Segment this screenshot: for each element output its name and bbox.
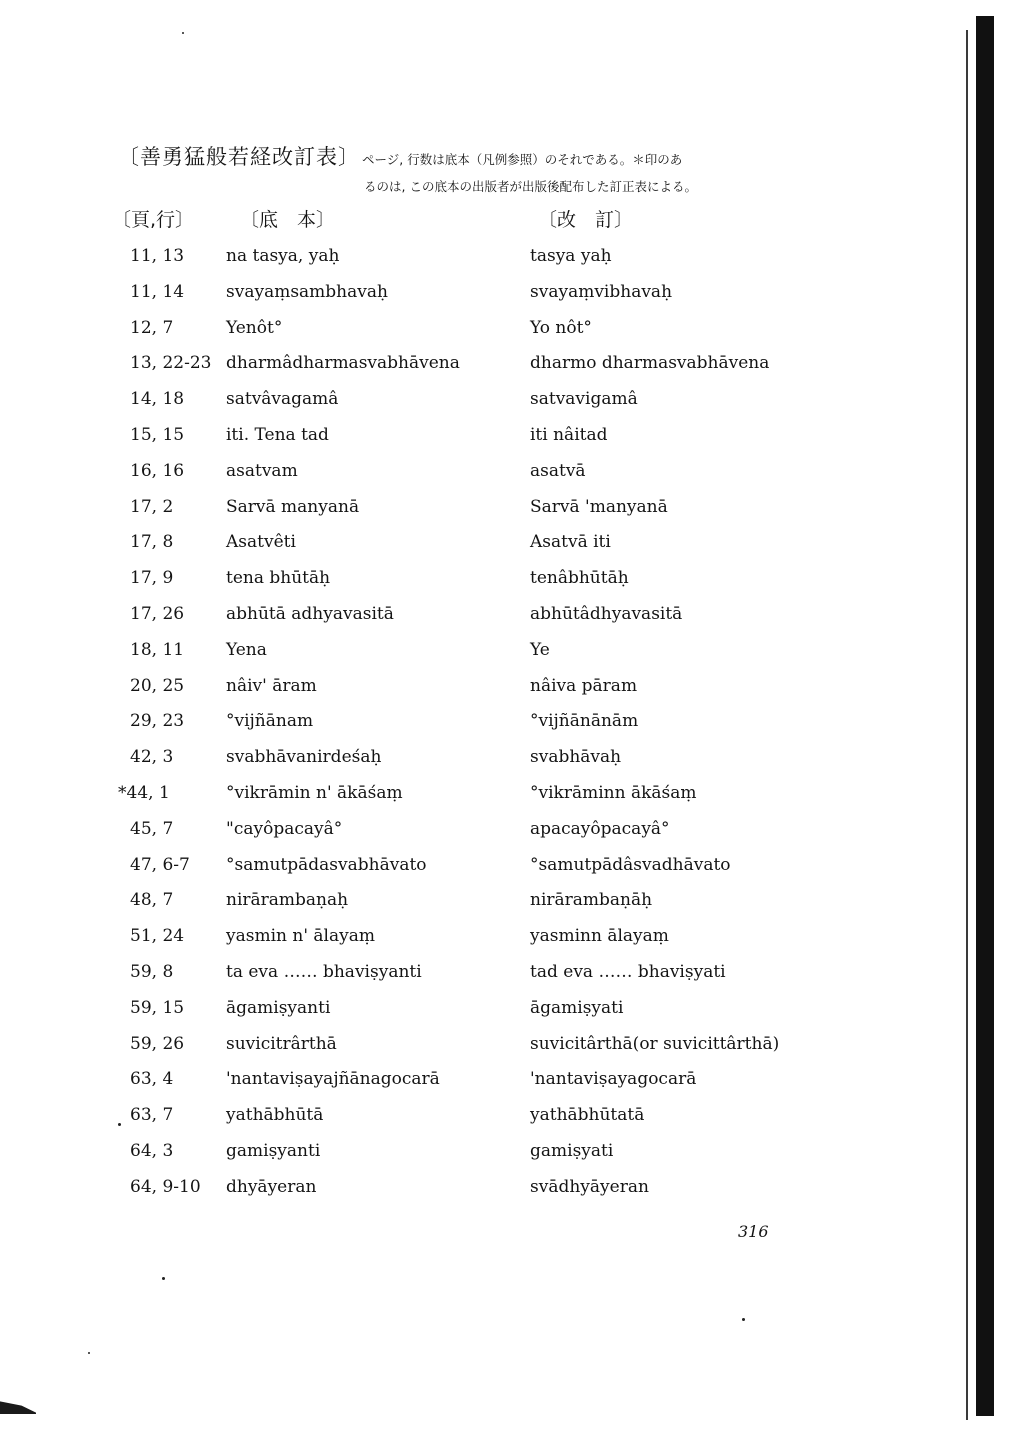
table-row [0, 276, 960, 312]
table-row [0, 1099, 960, 1135]
table-row [0, 884, 960, 920]
revised-reading: yasminn ālayaṃ [530, 926, 669, 947]
table-row [0, 562, 960, 598]
column-header-revised: 〔改 訂〕 [538, 209, 634, 231]
original-reading: yasmin n' ālayaṃ [226, 926, 375, 947]
page-line-ref: 17, 9 [130, 568, 174, 589]
table-row [0, 1028, 960, 1064]
original-reading: Asatvêti [226, 532, 296, 553]
page-line-ref: 17, 2 [130, 496, 174, 517]
page-line-ref: 64, 9-10 [130, 1176, 201, 1197]
note-line-2: るのは, この底本の出版者が出版後配布した訂正表による。 [364, 179, 697, 194]
scan-speck [118, 1123, 121, 1126]
revised-reading: tad eva …… bhaviṣyati [530, 961, 726, 982]
table-row [0, 705, 960, 741]
page-line-ref: 11, 14 [130, 281, 185, 302]
page-line-ref: 18, 11 [130, 639, 185, 660]
original-reading: yathābhūtā [226, 1105, 324, 1126]
original-reading: tena bhūtāḥ [226, 568, 331, 589]
table-row [0, 491, 960, 527]
original-reading: suvicitrârthā [226, 1033, 337, 1054]
revised-reading: 'nantaviṣayagocarā [530, 1069, 697, 1090]
table-row [0, 455, 960, 491]
revised-reading: dharmo dharmasvabhāvena [530, 353, 770, 374]
revised-reading: tenâbhūtāḥ [530, 568, 629, 589]
original-reading: °vijñānam [226, 711, 314, 732]
revised-reading: apacayôpacayâ° [530, 818, 670, 839]
page-line-ref: 51, 24 [130, 926, 185, 947]
revised-reading: °vikrāminn ākāśaṃ [530, 782, 697, 803]
original-reading: satvâvagamâ [226, 389, 339, 410]
revised-reading: tasya yaḥ [530, 246, 612, 266]
page-line-ref: *44, 1 [118, 782, 170, 803]
scan-speck [88, 1352, 90, 1354]
original-reading: svabhāvanirdeśaḥ [226, 747, 382, 768]
page-line-ref: 47, 6-7 [130, 854, 190, 875]
page-line-ref: 20, 25 [130, 675, 185, 696]
table-row [0, 383, 960, 419]
revised-reading: suvicitârthā(or suvicittârthā) [530, 1033, 780, 1054]
page-line-ref: 63, 4 [130, 1069, 174, 1090]
original-reading: °vikrāmin n' ākāśaṃ [226, 782, 403, 803]
table-row [0, 992, 960, 1028]
table-row [0, 347, 960, 383]
revised-reading: svabhāvaḥ [530, 747, 622, 768]
table-row [0, 813, 960, 849]
table-row [0, 419, 960, 455]
scan-speck [742, 1318, 745, 1321]
page-line-ref: 42, 3 [130, 747, 174, 768]
scan-smudge [0, 1400, 36, 1414]
revised-reading: Asatvā iti [530, 532, 611, 553]
original-reading: ta eva …… bhaviṣyanti [226, 961, 422, 982]
revised-reading: svādhyāyeran [530, 1176, 649, 1197]
table-row [0, 741, 960, 777]
original-reading: Yenôt° [226, 317, 283, 338]
original-reading: nâiv' āram [226, 675, 317, 696]
table-row [0, 312, 960, 348]
revised-reading: asatvā [530, 460, 586, 481]
page-line-ref: 16, 16 [130, 460, 185, 481]
original-reading: abhūtā adhyavasitā [226, 603, 394, 624]
revised-reading: Ye [530, 639, 550, 660]
original-reading: °samutpādasvabhāvato [226, 854, 427, 875]
page-line-ref: 11, 13 [130, 246, 185, 266]
note-line-1: ページ, 行数は底本（凡例参照）のそれである。＊印のあ [362, 152, 683, 167]
page-line-ref: 59, 26 [130, 1033, 185, 1054]
original-reading: dhyāyeran [226, 1176, 317, 1197]
page-number: 316 [738, 1222, 769, 1241]
page-line-ref: 13, 22-23 [130, 353, 212, 374]
revised-reading: satvavigamâ [530, 389, 638, 410]
original-reading: nirārambaṇaḥ [226, 890, 349, 911]
table-row [0, 598, 960, 634]
revised-reading: Yo nôt° [530, 317, 592, 338]
original-reading: na tasya, yaḥ [226, 246, 340, 266]
page-line-ref: 64, 3 [130, 1140, 174, 1161]
original-reading: "cayôpacayâ° [226, 818, 343, 839]
table-row [0, 1171, 960, 1207]
revised-reading: yathābhūtatā [530, 1105, 645, 1126]
page-line-ref: 63, 7 [130, 1105, 174, 1126]
revised-reading: Sarvā 'manyanā [530, 496, 668, 517]
revised-reading: gamiṣyati [530, 1140, 614, 1161]
column-header-original: 〔底 本〕 [240, 209, 336, 231]
column-header-ref: 〔頁,行〕 [112, 209, 195, 231]
original-reading: iti. Tena tad [226, 424, 329, 445]
original-reading: dharmâdharmasvabhāvena [226, 353, 460, 374]
explanatory-note [362, 146, 802, 200]
table-row [0, 526, 960, 562]
page-line-ref: 45, 7 [130, 818, 174, 839]
revised-reading: iti nâitad [530, 424, 608, 445]
table-row [0, 849, 960, 885]
table-row [0, 777, 960, 813]
original-reading: Sarvā manyanā [226, 496, 360, 517]
revised-reading: nâiva pāram [530, 675, 638, 696]
table-row [0, 1135, 960, 1171]
scan-speck [182, 32, 184, 34]
revised-reading: °samutpādâsvadhāvato [530, 854, 731, 875]
revision-table [0, 240, 960, 1207]
original-reading: āgamiṣyanti [226, 997, 331, 1018]
page-line-ref: 29, 23 [130, 711, 185, 732]
page-line-ref: 17, 8 [130, 532, 174, 553]
page-line-ref: 17, 26 [130, 603, 185, 624]
page-line-ref: 59, 8 [130, 961, 174, 982]
table-row [0, 956, 960, 992]
revised-reading: āgamiṣyati [530, 997, 624, 1018]
scan-edge-line [966, 30, 968, 1420]
revised-reading: °vijñānānām [530, 711, 639, 732]
table-row [0, 1063, 960, 1099]
original-reading: svayaṃsambhavaḥ [226, 281, 388, 302]
table-row [0, 634, 960, 670]
table-row [0, 670, 960, 706]
page-line-ref: 15, 15 [130, 424, 185, 445]
page-line-ref: 12, 7 [130, 317, 174, 338]
original-reading: 'nantaviṣayajñānagocarā [226, 1069, 440, 1090]
revised-reading: svayaṃvibhavaḥ [530, 281, 673, 302]
table-row [0, 240, 960, 276]
table-row [0, 920, 960, 956]
original-reading: asatvam [226, 460, 298, 481]
page-line-ref: 14, 18 [130, 389, 185, 410]
original-reading: Yena [226, 639, 267, 660]
scan-speck [162, 1277, 165, 1280]
page-title: 〔善勇猛般若経改訂表〕 [118, 145, 360, 169]
revised-reading: nirārambaṇāḥ [530, 890, 653, 911]
original-reading: gamiṣyanti [226, 1140, 321, 1161]
revised-reading: abhūtâdhyavasitā [530, 603, 683, 624]
page-line-ref: 59, 15 [130, 997, 185, 1018]
scan-edge-bar [976, 16, 994, 1416]
page-line-ref: 48, 7 [130, 890, 174, 911]
